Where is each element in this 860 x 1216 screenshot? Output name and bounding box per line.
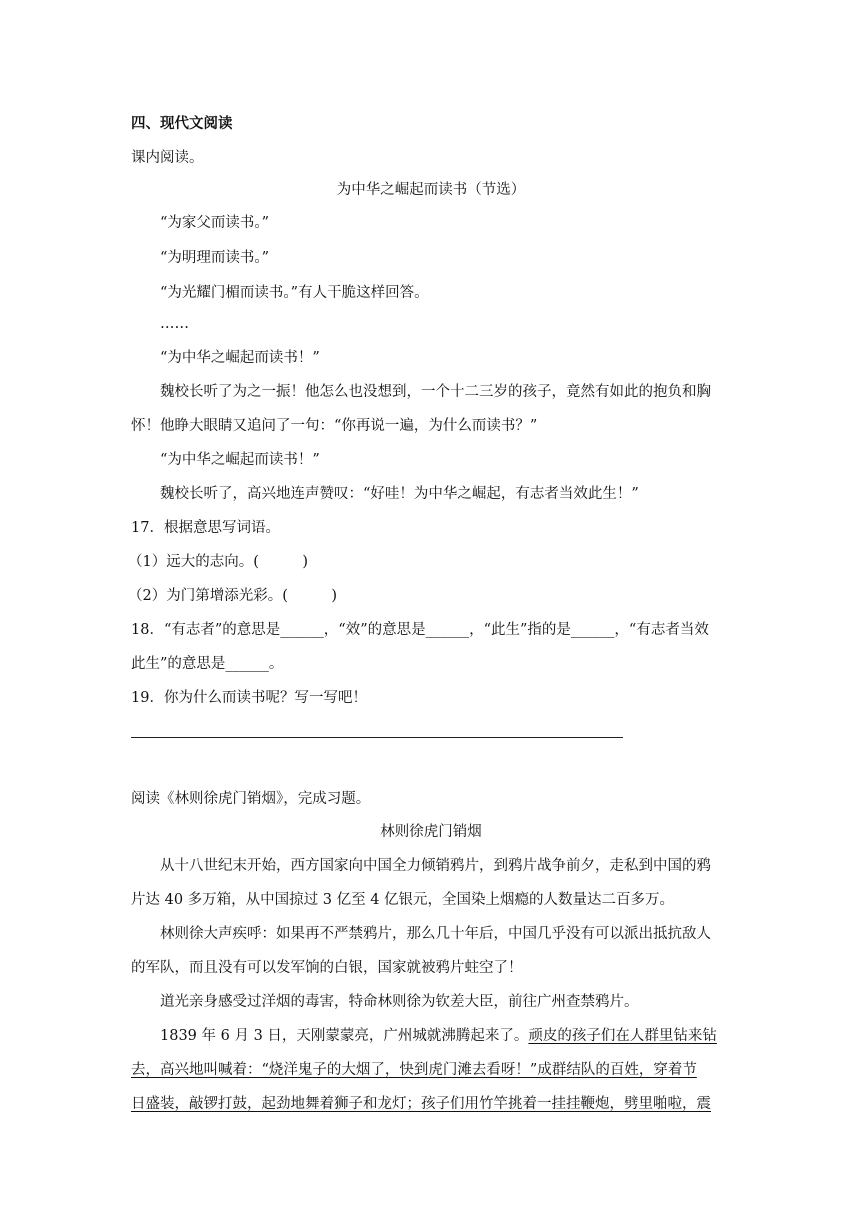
passage-paragraph: “为中华之崛起而读书！”: [160, 452, 320, 468]
question-17: 17．根据意思写词语。: [131, 520, 280, 536]
question-17-item-2: （2）为门第增添光彩。( ): [128, 588, 338, 604]
passage-paragraph: 魏校长听了，高兴地连声赞叹：“好哇！为中华之崛起，有志者当效此生！”: [160, 486, 639, 502]
answer-line[interactable]: [131, 737, 623, 738]
passage-title: 为中华之崛起而读书（节选）: [336, 182, 526, 198]
underlined-sentence: 顽皮的孩子们在人群里钻来钻: [528, 1028, 717, 1044]
question-19: 19．你为什么而读书呢？写一写吧！: [131, 690, 367, 706]
underlined-sentence: 去，高兴地叫喊着：“烧洋鬼子的大烟了，快到虎门滩去看呀！”成群结队的百姓，穿着节: [131, 1062, 697, 1078]
passage-paragraph: 从十八世纪末开始，西方国家向中国全力倾销鸦片，到鸦片战争前夕，走私到中国的鸦: [160, 858, 711, 874]
passage-paragraph: “为家父而读书。”: [160, 215, 270, 231]
passage-paragraph: ……: [160, 316, 189, 332]
reading-intro: 课内阅读。: [131, 150, 204, 166]
question-18-continued: 此生”的意思是______。: [131, 656, 284, 672]
reading-intro: 阅读《林则徐虎门销烟》，完成习题。: [131, 791, 371, 807]
passage-paragraph: 怀！他睁大眼睛又追问了一句：“你再说一遍，为什么而读书？”: [131, 418, 538, 434]
passage-paragraph: 片达 40 多万箱，从中国掠过 3 亿至 4 亿银元，全国染上烟瘾的人数量达二百多万。: [131, 892, 675, 908]
passage-title: 林则徐虎门销烟: [380, 824, 482, 840]
underlined-sentence: 日盛装，敲锣打鼓，起劲地舞着狮子和龙灯；孩子们用竹竿挑着一挂挂鞭炮，劈里啪啦，震: [131, 1096, 711, 1112]
passage-paragraph: 林则徐大声疾呼：如果再不严禁鸦片，那么几十年后，中国几乎没有可以派出抵抗敌人: [160, 926, 711, 942]
question-17-item-1: （1）远大的志向。( ): [128, 554, 309, 570]
passage-paragraph: [160, 1026, 760, 1046]
passage-paragraph: 道光亲身感受过洋烟的毒害，特命林则徐为钦差大臣，前往广州查禁鸦片。: [160, 994, 639, 1010]
section-heading: 四、现代文阅读: [131, 116, 233, 132]
question-18: 18．“有志者”的意思是______，“效”的意思是______，“此生”指的是______，“有志者当效: [131, 622, 709, 638]
passage-paragraph: “为明理而读书。”: [160, 250, 270, 266]
passage-text: 1839 年 6 月 3 日，天刚蒙蒙亮，广州城就沸腾起来了。: [160, 1028, 529, 1044]
passage-paragraph: “为中华之崛起而读书！”: [160, 350, 320, 366]
passage-paragraph: “为光耀门楣而读书。”有人干脆这样回答。: [160, 285, 429, 301]
passage-paragraph: 的军队，而且没有可以发军饷的白银，国家就被鸦片蛀空了！: [131, 960, 523, 976]
passage-paragraph: 魏校长听了为之一振！他怎么也没想到，一个十二三岁的孩子，竟然有如此的抱负和胸: [160, 384, 711, 400]
